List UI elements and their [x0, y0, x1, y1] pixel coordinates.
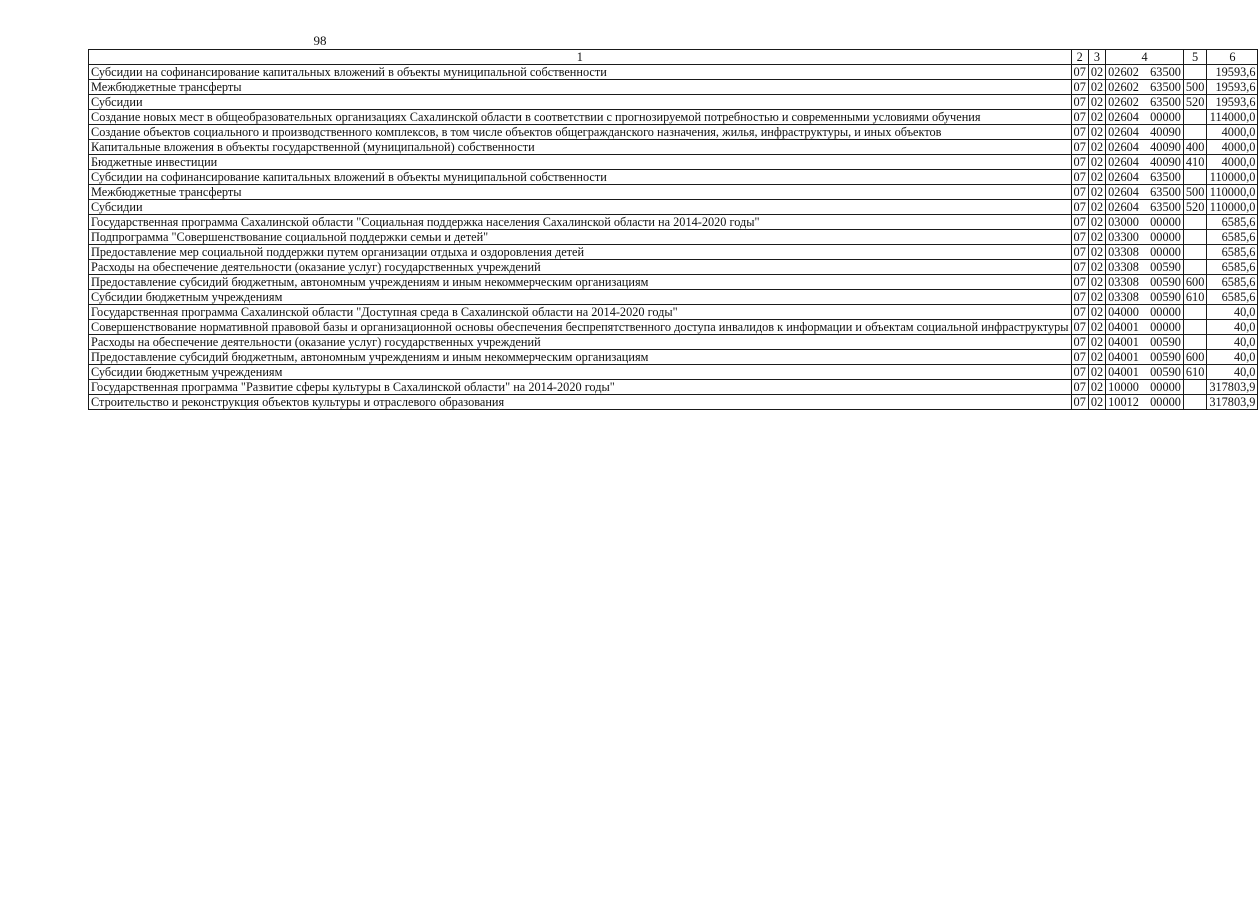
row-expense-type [1183, 245, 1206, 260]
row-name: Расходы на обеспечение деятельности (оказание услуг) государственных учреждений [89, 335, 1072, 350]
row-target-code [1106, 185, 1184, 200]
row-amount: 4000,0 [1207, 125, 1258, 140]
row-target-code-direction: 00000 [1150, 380, 1181, 394]
row-name: Субсидии [89, 95, 1072, 110]
table-row [89, 200, 1258, 215]
table-row [89, 380, 1258, 395]
row-expense-type: 520 [1183, 95, 1206, 110]
table-row [89, 80, 1258, 95]
row-expense-type [1183, 65, 1206, 80]
row-name: Создание объектов социального и производственного комплексов, в том числе объектов общегражданского назначения, жилья, инфраструктуры, и иных объектов [89, 125, 1072, 140]
row-amount: 4000,0 [1207, 140, 1258, 155]
row-amount: 317803,9 [1207, 395, 1258, 410]
row-target-code [1106, 290, 1184, 305]
table-row [89, 65, 1258, 80]
row-amount: 6585,6 [1207, 290, 1258, 305]
row-section: 07 [1071, 380, 1088, 395]
row-target-code-direction: 00590 [1150, 365, 1181, 379]
row-target-code [1106, 350, 1184, 365]
row-section: 07 [1071, 80, 1088, 95]
row-section: 07 [1071, 110, 1088, 125]
row-section: 07 [1071, 230, 1088, 245]
row-name: Межбюджетные трансферты [89, 185, 1072, 200]
row-expense-type: 600 [1183, 275, 1206, 290]
row-target-code [1106, 260, 1184, 275]
row-amount: 114000,0 [1207, 110, 1258, 125]
row-subsection: 02 [1088, 290, 1105, 305]
table-row [89, 350, 1258, 365]
table-row [89, 230, 1258, 245]
row-amount: 6585,6 [1207, 245, 1258, 260]
row-name: Субсидии бюджетным учреждениям [89, 290, 1072, 305]
row-target-code-direction: 63500 [1150, 95, 1181, 109]
page-number: 98 [313, 33, 327, 48]
row-expense-type [1183, 260, 1206, 275]
row-target-code-direction: 63500 [1150, 80, 1181, 94]
row-section: 07 [1071, 320, 1088, 335]
row-name: Субсидии бюджетным учреждениям [89, 365, 1072, 380]
row-name: Совершенствование нормативной правовой базы и организационной основы обеспечения беспрепятственного доступа инвалидов к информации и объектам социальной инфраструктуры [89, 320, 1072, 335]
row-section: 07 [1071, 335, 1088, 350]
row-target-code-program: 04001 [1108, 350, 1139, 364]
row-target-code-program: 04001 [1108, 365, 1139, 379]
row-section: 07 [1071, 125, 1088, 140]
row-section: 07 [1071, 215, 1088, 230]
row-target-code [1106, 80, 1184, 95]
table-row [89, 320, 1258, 335]
row-expense-type [1183, 110, 1206, 125]
row-section: 07 [1071, 65, 1088, 80]
row-target-code-direction: 63500 [1150, 200, 1181, 214]
row-amount: 40,0 [1207, 305, 1258, 320]
budget-table [88, 49, 1258, 410]
row-expense-type [1183, 320, 1206, 335]
row-target-code-direction: 00000 [1150, 230, 1181, 244]
table-row [89, 245, 1258, 260]
row-subsection: 02 [1088, 365, 1105, 380]
row-amount: 6585,6 [1207, 260, 1258, 275]
row-expense-type: 500 [1183, 80, 1206, 95]
row-section: 07 [1071, 350, 1088, 365]
row-name: Бюджетные инвестиции [89, 155, 1072, 170]
row-target-code [1106, 275, 1184, 290]
row-target-code-direction: 40090 [1150, 125, 1181, 139]
row-target-code-direction: 40090 [1150, 155, 1181, 169]
row-target-code [1106, 245, 1184, 260]
row-name: Межбюджетные трансферты [89, 80, 1072, 95]
row-amount: 6585,6 [1207, 275, 1258, 290]
row-amount: 19593,6 [1207, 65, 1258, 80]
row-section: 07 [1071, 290, 1088, 305]
row-expense-type [1183, 335, 1206, 350]
row-target-code-program: 10012 [1108, 395, 1139, 409]
row-target-code-direction: 00590 [1150, 290, 1181, 304]
row-subsection: 02 [1088, 320, 1105, 335]
row-expense-type: 410 [1183, 155, 1206, 170]
row-name: Государственная программа Сахалинской области "Доступная среда в Сахалинской области на 2014-2020 годы" [89, 305, 1072, 320]
row-target-code-program: 10000 [1108, 380, 1139, 394]
row-target-code-direction: 00590 [1150, 260, 1181, 274]
row-expense-type [1183, 215, 1206, 230]
table-row [89, 170, 1258, 185]
table-row [89, 260, 1258, 275]
row-section: 07 [1071, 200, 1088, 215]
table-row [89, 275, 1258, 290]
row-amount: 6585,6 [1207, 230, 1258, 245]
row-section: 07 [1071, 260, 1088, 275]
row-target-code [1106, 320, 1184, 335]
row-name: Предоставление субсидий бюджетным, автономным учреждениям и иным некоммерческим организациям [89, 350, 1072, 365]
row-section: 07 [1071, 140, 1088, 155]
row-amount: 6585,6 [1207, 215, 1258, 230]
row-target-code-program: 02602 [1108, 95, 1139, 109]
column-header-target-code: 4 [1106, 50, 1184, 65]
column-header-amount: 6 [1207, 50, 1258, 65]
row-expense-type: 600 [1183, 350, 1206, 365]
table-row [89, 335, 1258, 350]
row-target-code [1106, 170, 1184, 185]
row-expense-type [1183, 305, 1206, 320]
row-amount: 317803,9 [1207, 380, 1258, 395]
row-section: 07 [1071, 155, 1088, 170]
row-section: 07 [1071, 305, 1088, 320]
row-subsection: 02 [1088, 245, 1105, 260]
row-target-code [1106, 395, 1184, 410]
row-name: Предоставление субсидий бюджетным, автономным учреждениям и иным некоммерческим организациям [89, 275, 1072, 290]
row-subsection: 02 [1088, 350, 1105, 365]
row-section: 07 [1071, 170, 1088, 185]
row-amount: 40,0 [1207, 365, 1258, 380]
row-target-code-program: 03308 [1108, 260, 1139, 274]
row-target-code-program: 03308 [1108, 275, 1139, 289]
row-name: Создание новых мест в общеобразовательных организациях Сахалинской области в соответствии с прогнозируемой потребностью и современными условиями обучения [89, 110, 1072, 125]
row-name: Государственная программа "Развитие сферы культуры в Сахалинской области" на 2014-2020 годы" [89, 380, 1072, 395]
row-target-code-program: 02604 [1108, 200, 1139, 214]
row-subsection: 02 [1088, 260, 1105, 275]
table-row [89, 290, 1258, 305]
row-section: 07 [1071, 95, 1088, 110]
row-target-code-direction: 00000 [1150, 320, 1181, 334]
row-subsection: 02 [1088, 275, 1105, 290]
row-target-code-direction: 63500 [1150, 65, 1181, 79]
row-target-code-program: 03000 [1108, 215, 1139, 229]
row-target-code-program: 02604 [1108, 185, 1139, 199]
row-amount: 40,0 [1207, 350, 1258, 365]
row-target-code [1106, 125, 1184, 140]
row-name: Капитальные вложения в объекты государственной (муниципальной) собственности [89, 140, 1072, 155]
row-target-code-program: 04000 [1108, 305, 1139, 319]
row-subsection: 02 [1088, 305, 1105, 320]
table-row [89, 95, 1258, 110]
row-target-code-program: 03308 [1108, 245, 1139, 259]
row-name: Подпрограмма "Совершенствование социальной поддержки семьи и детей" [89, 230, 1072, 245]
row-target-code-program: 04001 [1108, 335, 1139, 349]
row-target-code [1106, 140, 1184, 155]
table-row [89, 185, 1258, 200]
row-target-code-program: 02604 [1108, 170, 1139, 184]
row-section: 07 [1071, 245, 1088, 260]
row-target-code [1106, 65, 1184, 80]
row-subsection: 02 [1088, 395, 1105, 410]
column-header-name: 1 [89, 50, 1072, 65]
row-amount: 4000,0 [1207, 155, 1258, 170]
table-header-row [89, 50, 1258, 65]
row-expense-type [1183, 380, 1206, 395]
row-target-code-direction: 00000 [1150, 110, 1181, 124]
row-expense-type: 610 [1183, 365, 1206, 380]
row-name: Субсидии [89, 200, 1072, 215]
row-target-code [1106, 95, 1184, 110]
row-subsection: 02 [1088, 155, 1105, 170]
table-row [89, 140, 1258, 155]
row-target-code-program: 03300 [1108, 230, 1139, 244]
row-expense-type: 610 [1183, 290, 1206, 305]
table-row [89, 365, 1258, 380]
row-target-code-direction: 00590 [1150, 350, 1181, 364]
row-subsection: 02 [1088, 125, 1105, 140]
row-subsection: 02 [1088, 80, 1105, 95]
row-amount: 40,0 [1207, 335, 1258, 350]
row-target-code-program: 02602 [1108, 65, 1139, 79]
row-amount: 110000,0 [1207, 200, 1258, 215]
row-target-code [1106, 110, 1184, 125]
row-expense-type [1183, 170, 1206, 185]
row-subsection: 02 [1088, 335, 1105, 350]
row-target-code-direction: 00000 [1150, 245, 1181, 259]
row-target-code-program: 02604 [1108, 155, 1139, 169]
row-expense-type: 500 [1183, 185, 1206, 200]
row-expense-type: 520 [1183, 200, 1206, 215]
row-target-code [1106, 215, 1184, 230]
row-target-code-direction: 00590 [1150, 275, 1181, 289]
row-subsection: 02 [1088, 185, 1105, 200]
row-target-code-direction: 00590 [1150, 335, 1181, 349]
row-section: 07 [1071, 365, 1088, 380]
row-name: Расходы на обеспечение деятельности (оказание услуг) государственных учреждений [89, 260, 1072, 275]
row-section: 07 [1071, 275, 1088, 290]
row-target-code-direction: 00000 [1150, 395, 1181, 409]
row-subsection: 02 [1088, 65, 1105, 80]
row-amount: 19593,6 [1207, 80, 1258, 95]
row-target-code [1106, 305, 1184, 320]
table-row [89, 305, 1258, 320]
row-subsection: 02 [1088, 200, 1105, 215]
row-expense-type [1183, 125, 1206, 140]
row-target-code-program: 03308 [1108, 290, 1139, 304]
row-target-code-program: 02602 [1108, 80, 1139, 94]
row-subsection: 02 [1088, 95, 1105, 110]
row-section: 07 [1071, 185, 1088, 200]
row-target-code-program: 02604 [1108, 125, 1139, 139]
column-header-subsection: 3 [1088, 50, 1105, 65]
row-expense-type [1183, 230, 1206, 245]
row-subsection: 02 [1088, 140, 1105, 155]
row-subsection: 02 [1088, 215, 1105, 230]
row-target-code-program: 02604 [1108, 110, 1139, 124]
row-target-code-direction: 00000 [1150, 305, 1181, 319]
row-target-code [1106, 335, 1184, 350]
row-section: 07 [1071, 395, 1088, 410]
row-target-code-program: 04001 [1108, 320, 1139, 334]
table-row [89, 155, 1258, 170]
row-target-code-direction: 00000 [1150, 215, 1181, 229]
table-row [89, 395, 1258, 410]
row-name: Субсидии на софинансирование капитальных вложений в объекты муниципальной собственности [89, 170, 1072, 185]
row-target-code [1106, 200, 1184, 215]
row-expense-type [1183, 395, 1206, 410]
row-amount: 19593,6 [1207, 95, 1258, 110]
row-target-code [1106, 155, 1184, 170]
row-target-code [1106, 380, 1184, 395]
table-row [89, 110, 1258, 125]
row-name: Субсидии на софинансирование капитальных вложений в объекты муниципальной собственности [89, 65, 1072, 80]
row-amount: 40,0 [1207, 320, 1258, 335]
table-row [89, 125, 1258, 140]
row-amount: 110000,0 [1207, 170, 1258, 185]
row-target-code [1106, 230, 1184, 245]
row-name: Государственная программа Сахалинской области "Социальная поддержка населения Сахалинской области на 2014-2020 годы" [89, 215, 1072, 230]
row-subsection: 02 [1088, 110, 1105, 125]
column-header-section: 2 [1071, 50, 1088, 65]
row-name: Строительство и реконструкция объектов культуры и отраслевого образования [89, 395, 1072, 410]
row-target-code-direction: 63500 [1150, 170, 1181, 184]
row-target-code [1106, 365, 1184, 380]
row-name: Предоставление мер социальной поддержки путем организации отдыха и оздоровления детей [89, 245, 1072, 260]
row-subsection: 02 [1088, 230, 1105, 245]
row-target-code-program: 02604 [1108, 140, 1139, 154]
table-body [89, 65, 1258, 410]
row-subsection: 02 [1088, 380, 1105, 395]
column-header-expense-type: 5 [1183, 50, 1206, 65]
table-row [89, 215, 1258, 230]
row-expense-type: 400 [1183, 140, 1206, 155]
row-target-code-direction: 63500 [1150, 185, 1181, 199]
row-subsection: 02 [1088, 170, 1105, 185]
row-amount: 110000,0 [1207, 185, 1258, 200]
row-target-code-direction: 40090 [1150, 140, 1181, 154]
